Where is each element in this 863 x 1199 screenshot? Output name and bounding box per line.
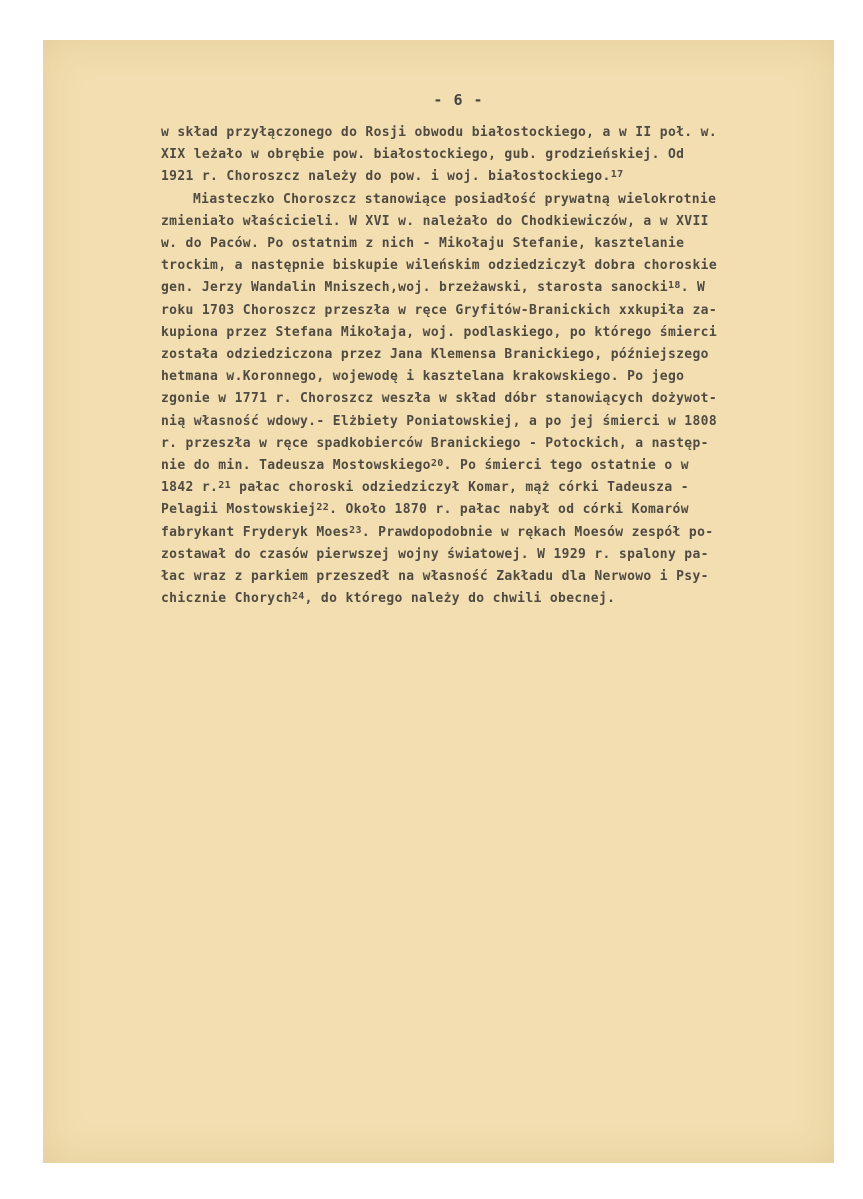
text-line-content: kupiona przez Stefana Mikołaja, woj. podlaskiego, po którego śmierci [161, 324, 718, 340]
text-line-content: gen. Jerzy Wandalin Mniszech,woj. brzeżawski, starosta sanocki [161, 280, 668, 296]
text-line-continuation: . Po śmierci tego ostatnie o w [443, 458, 689, 474]
text-line-content: w. do Paców. Po ostatnim z nich - Mikołaju Stefanie, kasztelanie [161, 236, 685, 252]
footnote-marker: 23 [349, 524, 362, 536]
text-line [161, 522, 841, 544]
text-line-content: roku 1703 Choroszcz przeszła w ręce Gryfitów-Branickich xxkupiła za- [161, 302, 718, 318]
text-line-continuation: , do którego należy do chwili obecnej. [304, 591, 616, 607]
text-line [161, 322, 841, 344]
text-line [161, 189, 841, 211]
text-line [161, 366, 841, 388]
footnote-marker: 17 [610, 169, 624, 181]
text-line-content: 1842 r. [161, 480, 219, 496]
text-line [161, 455, 841, 477]
text-line-content: XIX leżało w obrębie pow. białostockiego, gub. grodzieńskiej. Od [161, 147, 685, 163]
footnote-marker: 20 [430, 458, 444, 470]
text-line [161, 388, 841, 410]
text-line-content: chicznie Chorych [161, 591, 292, 607]
text-line-content: r. przeszła w ręce spadkobierców Branickiego - Potockich, a następ- [161, 435, 709, 451]
text-line-continuation: . W [680, 280, 706, 296]
text-line-continuation: . Prawdopodobnie w rękach Moesów zespół po- [361, 524, 714, 540]
body-text [161, 122, 841, 610]
text-line [161, 233, 841, 255]
text-line [161, 144, 841, 166]
text-line-continuation: . Około 1870 r. pałac nabył od córki Komarów [329, 502, 689, 518]
text-line-content: zostawał do czasów pierwszej wojny światowej. W 1929 r. spalony pa- [161, 546, 709, 562]
footnote-marker: 22 [316, 502, 330, 514]
text-line-content: łac wraz z parkiem przeszedł na własność Zakładu dla Nerwowo i Psy- [161, 569, 709, 585]
text-line [161, 499, 841, 521]
text-line-content: zmieniało właścicieli. W XVI w. należało do Chodkiewiczów, a w XVII [161, 213, 709, 229]
text-line-content: Miasteczko Choroszcz stanowiące posiadłość prywatną wielokrotnie [193, 191, 717, 207]
footnote-marker: 21 [218, 480, 231, 492]
footnote-marker: 18 [667, 280, 681, 292]
document-page [43, 40, 834, 1163]
text-line [161, 211, 841, 233]
text-line-content: nią własność wdowy.- Elżbiety Poniatowskiej, a po jej śmierci w 1808 [161, 413, 718, 429]
text-line-continuation: pałac choroski odziedziczył Komar, mąż córki Tadeusza - [231, 480, 689, 496]
text-line [161, 544, 841, 566]
text-line-content: 1921 r. Choroszcz należy do pow. i woj. białostockiego. [161, 169, 611, 185]
text-line-content: nie do min. Tadeusza Mostowskiego [161, 458, 431, 474]
text-line [161, 166, 841, 188]
page-number: - 6 - [433, 91, 484, 109]
text-line-content: trockim, a następnie biskupie wileńskim odziedziczył dobra choroskie [161, 258, 718, 274]
text-line [161, 277, 841, 299]
text-line [161, 566, 841, 588]
text-line-content: hetmana w.Koronnego, wojewodę i kasztelana krakowskiego. Po jego [161, 369, 685, 385]
text-line [161, 433, 841, 455]
text-line [161, 411, 841, 433]
text-line-content: Pelagii Mostowskiej [161, 502, 317, 518]
footnote-marker: 24 [291, 591, 305, 603]
text-line [161, 300, 841, 322]
text-line [161, 588, 841, 610]
text-line [161, 344, 841, 366]
text-line [161, 255, 841, 277]
text-line [161, 477, 841, 499]
text-line-content: fabrykant Fryderyk Moes [161, 524, 350, 540]
text-line-content: zgonie w 1771 r. Choroszcz weszła w skład dóbr stanowiących dożywot- [161, 391, 718, 407]
text-line-content: w skład przyłączonego do Rosji obwodu białostockiego, a w II poł. w. [161, 125, 718, 140]
text-line-content: została odziedziczona przez Jana Klemensa Branickiego, późniejszego [161, 347, 709, 363]
text-line [161, 122, 841, 144]
